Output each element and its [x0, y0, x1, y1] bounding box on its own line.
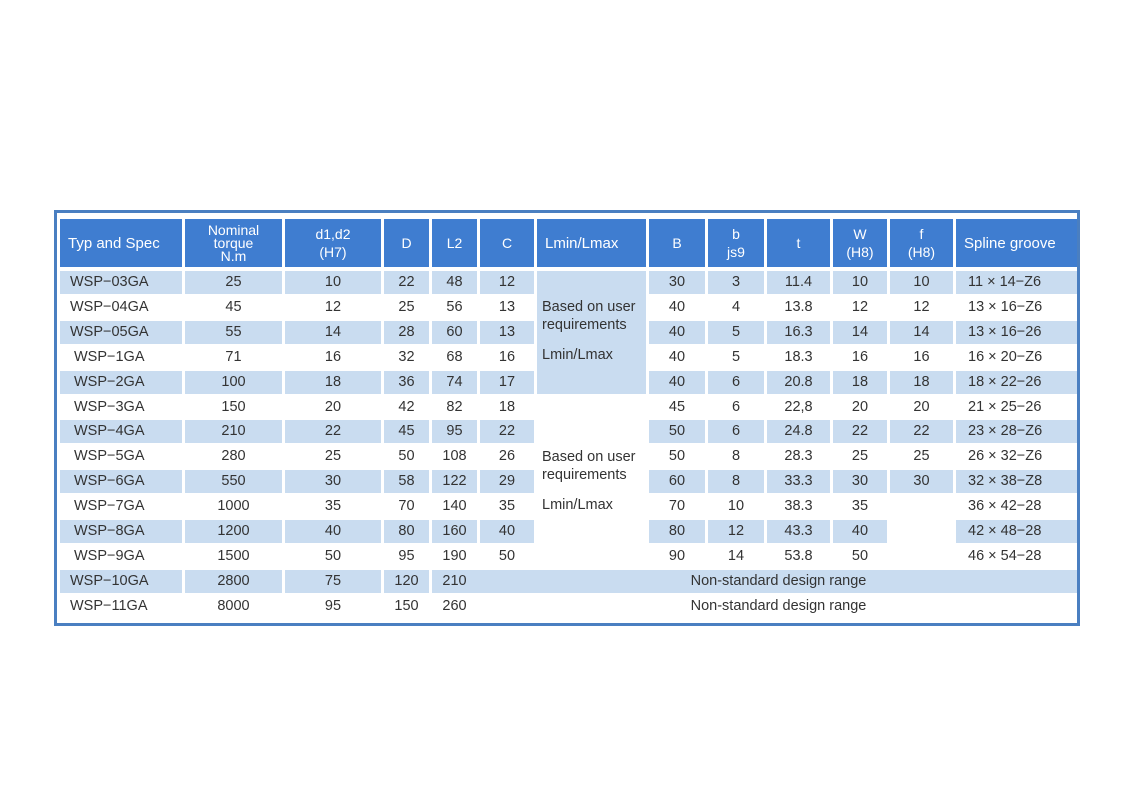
cell-L2: 95: [446, 423, 463, 440]
header-text: (H8): [846, 243, 874, 260]
cell-spec: WSP−6GA: [74, 473, 145, 490]
cell-D: 32: [398, 348, 415, 365]
cell-C: 18: [498, 398, 516, 415]
cell-torque: 1500: [217, 547, 250, 564]
cell-D: 70: [398, 498, 415, 515]
cell-b: 4: [731, 298, 741, 315]
cell-spec: WSP−04GA: [70, 298, 149, 315]
cell-L2: 140: [442, 498, 467, 515]
cell-b: 6: [731, 373, 741, 390]
header-text: C: [501, 234, 513, 251]
cell-t: 13.8: [784, 298, 813, 315]
cell-spec: WSP−8GA: [74, 523, 145, 539]
cell-D: 50: [398, 448, 415, 465]
cell-L2: 74: [446, 373, 463, 390]
cell-d1-d2: 10: [324, 274, 342, 290]
cell-t: 53.8: [784, 547, 813, 564]
cell-f: 10: [913, 274, 930, 290]
header-spline-groove: [956, 219, 1077, 267]
cell-torque: 150: [221, 398, 246, 415]
header-text: js9: [727, 243, 745, 260]
cell-C: 22: [498, 423, 516, 440]
cell-C: 35: [498, 498, 516, 515]
cell-torque: 1200: [217, 523, 250, 539]
cell-d1-d2: 22: [324, 423, 342, 440]
cell-spec: WSP−2GA: [74, 373, 145, 390]
cell-W: 50: [851, 547, 869, 564]
cell-f: 16: [913, 348, 930, 365]
cell-t: 22,8: [784, 398, 813, 415]
lmin-lmax-note: Based on user: [542, 449, 636, 465]
cell-d1-d2: 40: [324, 523, 342, 539]
cell-D: 28: [398, 323, 415, 340]
cell-L2: 210: [442, 572, 467, 589]
cell-D: 58: [398, 473, 415, 490]
cell-spline-groove: 26 × 32−Z6: [968, 448, 1043, 465]
cell-W: 14: [851, 323, 869, 340]
header-text: f: [919, 225, 924, 242]
cell-t: 38.3: [784, 498, 813, 515]
header-spec: [60, 219, 182, 267]
cell-W: 25: [851, 448, 869, 465]
cell-f: 18: [913, 373, 930, 390]
cell-C: 40: [498, 523, 516, 539]
cell-d1-d2: 30: [324, 473, 342, 490]
header-text: d1,d2: [315, 225, 351, 242]
cell-spline-groove: 32 × 38−Z8: [968, 473, 1043, 490]
cell-C: 13: [498, 298, 516, 315]
header-text: B: [672, 234, 682, 251]
cell-torque: 1000: [217, 498, 250, 515]
cell-L2: 260: [442, 597, 467, 614]
header-D: [384, 219, 429, 267]
lmin-lmax-note: Lmin/Lmax: [542, 347, 613, 363]
cell-spline-groove: 42 × 48−28: [968, 523, 1042, 539]
cell-f: 30: [913, 473, 930, 490]
cell-spline-groove: 23 × 28−Z6: [968, 423, 1043, 440]
cell-spec: WSP−1GA: [74, 348, 145, 365]
cell-C: 16: [498, 348, 516, 365]
cell-f: 14: [913, 323, 930, 340]
cell-spec: WSP−11GA: [70, 597, 148, 614]
cell-b: 5: [731, 323, 741, 340]
cell-B: 50: [668, 448, 686, 465]
cell-spec: WSP−03GA: [70, 274, 149, 290]
cell-C: 26: [498, 448, 516, 465]
cell-t: 33.3: [784, 473, 813, 490]
cell-spline-groove: 16 × 20−Z6: [968, 348, 1043, 365]
cell-spline-groove: 11 × 14−Z6: [968, 274, 1042, 290]
cell-D: 42: [398, 398, 415, 415]
cell-b: 8: [731, 473, 741, 490]
cell-L2: 48: [446, 274, 463, 290]
cell-spline-groove: 13 × 16−Z6: [968, 298, 1043, 315]
cell-f: 20: [913, 398, 930, 415]
cell-B: 60: [668, 473, 686, 490]
cell-L2: 60: [446, 323, 463, 340]
lmin-lmax-note: Lmin/Lmax: [542, 497, 613, 513]
header-text: Spline groove: [964, 234, 1056, 252]
cell-B: 40: [668, 323, 686, 340]
nonstandard-note: Non-standard design range: [690, 597, 867, 614]
cell-torque: 550: [221, 473, 246, 490]
lmin-lmax-note: requirements: [542, 467, 627, 483]
cell-C: 13: [498, 323, 516, 340]
cell-B: 30: [668, 274, 686, 290]
cell-spline-groove: 13 × 16−26: [968, 323, 1042, 340]
header-C: [480, 219, 534, 267]
header-text: t: [796, 234, 801, 251]
cell-b: 10: [727, 498, 745, 515]
cell-D: 36: [398, 373, 415, 390]
cell-L2: 68: [446, 348, 463, 365]
cell-L2: 190: [442, 547, 467, 564]
cell-torque: 55: [225, 323, 242, 340]
cell-L2: 122: [442, 473, 467, 490]
cell-W: 18: [851, 373, 869, 390]
cell-d1-d2: 95: [324, 597, 342, 614]
header-d1-d2: [285, 219, 381, 267]
cell-b: 14: [727, 547, 745, 564]
cell-d1-d2: 16: [324, 348, 342, 365]
cell-B: 40: [668, 373, 686, 390]
cell-t: 43.3: [784, 523, 813, 539]
cell-L2: 160: [442, 523, 467, 539]
cell-d1-d2: 18: [324, 373, 342, 390]
header-text: Typ and Spec: [68, 234, 160, 252]
cell-spec: WSP−05GA: [70, 323, 149, 340]
cell-t: 28.3: [784, 448, 813, 465]
cell-C: 17: [498, 373, 516, 390]
header-text: L2: [446, 234, 463, 251]
header-text: W: [853, 225, 867, 242]
cell-L2: 108: [442, 448, 467, 465]
cell-spec: WSP−10GA: [70, 572, 149, 589]
cell-f: 12: [913, 298, 930, 315]
cell-B: 90: [668, 547, 686, 564]
cell-f: 25: [913, 448, 930, 465]
cell-f: 22: [913, 423, 930, 440]
header-text: torque: [213, 234, 254, 251]
cell-W: 40: [851, 523, 869, 539]
cell-b: 8: [731, 448, 741, 465]
header-torque: [185, 219, 282, 267]
cell-W: 16: [851, 348, 869, 365]
header-L2: [432, 219, 477, 267]
cell-C: 29: [498, 473, 516, 490]
cell-D: 80: [398, 523, 415, 539]
header-t: [767, 219, 830, 267]
cell-t: 18.3: [784, 348, 813, 365]
nonstandard-note: Non-standard design range: [690, 572, 867, 589]
lmin-lmax-note: requirements: [542, 317, 627, 333]
cell-t: 11.4: [784, 274, 813, 290]
cell-B: 45: [668, 398, 686, 415]
cell-b: 5: [731, 348, 741, 365]
cell-spec: WSP−3GA: [74, 398, 145, 415]
cell-spline-groove: 18 × 22−26: [968, 373, 1042, 390]
cell-d1-d2: 50: [324, 547, 342, 564]
cell-W: 35: [851, 498, 869, 515]
cell-b: 3: [731, 274, 741, 290]
cell-t: 16.3: [784, 323, 813, 340]
f-column-blank: [890, 495, 953, 570]
cell-torque: 8000: [217, 597, 250, 614]
cell-C: 50: [498, 547, 516, 564]
cell-spec: WSP−7GA: [74, 498, 145, 515]
cell-B: 40: [668, 298, 686, 315]
header-W: [833, 219, 887, 267]
cell-D: 120: [394, 572, 419, 589]
lmin-lmax-note: Based on user: [542, 299, 636, 315]
cell-t: 24.8: [784, 423, 813, 440]
cell-W: 10: [851, 274, 869, 290]
header-text: (H7): [319, 243, 347, 260]
cell-torque: 2800: [217, 572, 250, 589]
header-text: (H8): [907, 243, 936, 260]
cell-L2: 82: [446, 398, 463, 415]
cell-torque: 71: [225, 348, 242, 365]
cell-spec: WSP−4GA: [74, 423, 145, 440]
cell-torque: 25: [225, 274, 242, 290]
cell-W: 30: [851, 473, 869, 490]
cell-D: 25: [398, 298, 415, 315]
cell-b: 12: [727, 523, 745, 539]
cell-d1-d2: 75: [324, 572, 342, 589]
cell-D: 150: [394, 597, 419, 614]
cell-W: 22: [851, 423, 869, 440]
cell-B: 40: [668, 348, 686, 365]
cell-D: 45: [398, 423, 415, 440]
cell-B: 70: [668, 498, 686, 515]
cell-spline-groove: 46 × 54−28: [968, 547, 1042, 564]
cell-D: 22: [398, 274, 415, 290]
header-text: Nominal: [207, 221, 260, 238]
cell-b: 6: [731, 423, 741, 440]
header-text: N.m: [220, 247, 247, 264]
header-b: [708, 219, 764, 267]
cell-W: 12: [851, 298, 869, 315]
header-text: D: [401, 234, 412, 251]
cell-t: 20.8: [784, 373, 813, 390]
header-text: Lmin/Lmax: [545, 234, 619, 252]
cell-d1-d2: 20: [324, 398, 342, 415]
cell-B: 80: [668, 523, 686, 539]
cell-spline-groove: 36 × 42−28: [968, 498, 1042, 515]
header-text: b: [732, 225, 740, 242]
cell-W: 20: [851, 398, 869, 415]
cell-L2: 56: [446, 298, 463, 315]
cell-d1-d2: 25: [324, 448, 342, 465]
header-B: [649, 219, 705, 267]
cell-d1-d2: 14: [324, 323, 342, 340]
cell-D: 95: [398, 547, 415, 564]
cell-torque: 100: [221, 373, 246, 390]
header-lmin-lmax: [537, 219, 646, 267]
cell-B: 50: [668, 423, 686, 440]
cell-d1-d2: 35: [324, 498, 342, 515]
cell-spec: WSP−5GA: [74, 448, 145, 465]
cell-spline-groove: 21 × 25−26: [968, 398, 1042, 415]
cell-spec: WSP−9GA: [74, 547, 145, 564]
header-f: [890, 219, 953, 267]
cell-torque: 280: [221, 448, 246, 465]
cell-d1-d2: 12: [324, 298, 342, 315]
cell-C: 12: [498, 274, 516, 290]
column-separator: [953, 271, 956, 620]
cell-torque: 45: [225, 298, 242, 315]
spec-table: [54, 210, 1080, 626]
cell-torque: 210: [221, 423, 246, 440]
cell-b: 6: [731, 398, 741, 415]
